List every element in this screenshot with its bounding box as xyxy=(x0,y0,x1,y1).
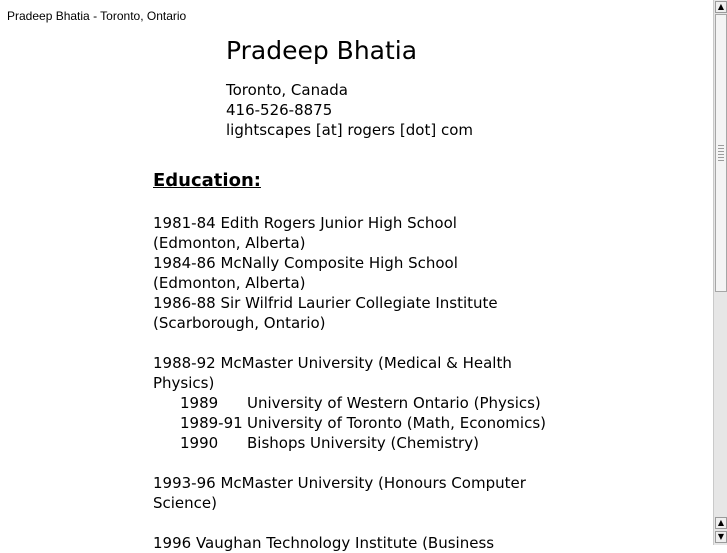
edu-entry-mcmaster-cs-cont: Science) xyxy=(153,494,217,512)
phone-text: 416-526-8875 xyxy=(226,101,333,119)
edu-entry-laurier: 1986-88 Sir Wilfrid Laurier Collegiate Institute xyxy=(153,294,498,312)
edu-sub-entry-western xyxy=(153,393,563,413)
education-list-early xyxy=(153,213,563,333)
edu-sub-text: University of Toronto (Math, Economics) xyxy=(247,414,546,432)
edu-sub-entry-toronto xyxy=(153,413,563,433)
edu-entry-mcnally: 1984-86 McNally Composite High School xyxy=(153,254,458,272)
edu-entry-mcmaster: 1988-92 McMaster University (Medical & Health xyxy=(153,354,512,372)
education-heading: Education: xyxy=(153,170,261,191)
edu-sub-text: Bishops University (Chemistry) xyxy=(247,434,479,452)
scroll-up-icon-bottom[interactable]: ▲ xyxy=(715,517,727,529)
edu-entry-mcmaster-cs: 1993-96 McMaster University (Honours Computer xyxy=(153,474,526,492)
education-list-cs xyxy=(153,473,563,513)
edu-entry-mcmaster-cont: Physics) xyxy=(153,374,215,392)
edu-entry-laurier-location: (Scarborough, Ontario) xyxy=(153,314,326,332)
email-text: lightscapes [at] rogers [dot] com xyxy=(226,121,473,139)
edu-sub-year: 1990 xyxy=(180,434,219,452)
scroll-down-icon[interactable]: ▼ xyxy=(715,531,727,543)
window-title: Pradeep Bhatia - Toronto, Ontario xyxy=(7,9,187,23)
education-list-vaughan xyxy=(153,533,563,553)
scroll-up-icon[interactable]: ▲ xyxy=(715,1,727,13)
edu-entry-vaughan: 1996 Vaughan Technology Institute (Business xyxy=(153,534,495,552)
edu-entry-edith-rogers: 1981-84 Edith Rogers Junior High School xyxy=(153,214,457,232)
grip-icon xyxy=(718,145,724,161)
education-list-university xyxy=(153,353,563,453)
vertical-scrollbar[interactable] xyxy=(713,0,727,545)
contact-block xyxy=(226,80,473,140)
scrollbar-thumb[interactable] xyxy=(715,14,727,292)
location-text: Toronto, Canada xyxy=(226,81,348,99)
edu-sub-year: 1989 xyxy=(180,394,219,412)
edu-sub-text: University of Western Ontario (Physics) xyxy=(247,394,541,412)
edu-sub-year: 1989-91 xyxy=(180,414,243,432)
edu-entry-mcnally-location: (Edmonton, Alberta) xyxy=(153,274,306,292)
edu-entry-edith-rogers-location: (Edmonton, Alberta) xyxy=(153,234,306,252)
edu-sub-entry-bishops xyxy=(153,433,563,453)
page-title: Pradeep Bhatia xyxy=(226,36,418,65)
